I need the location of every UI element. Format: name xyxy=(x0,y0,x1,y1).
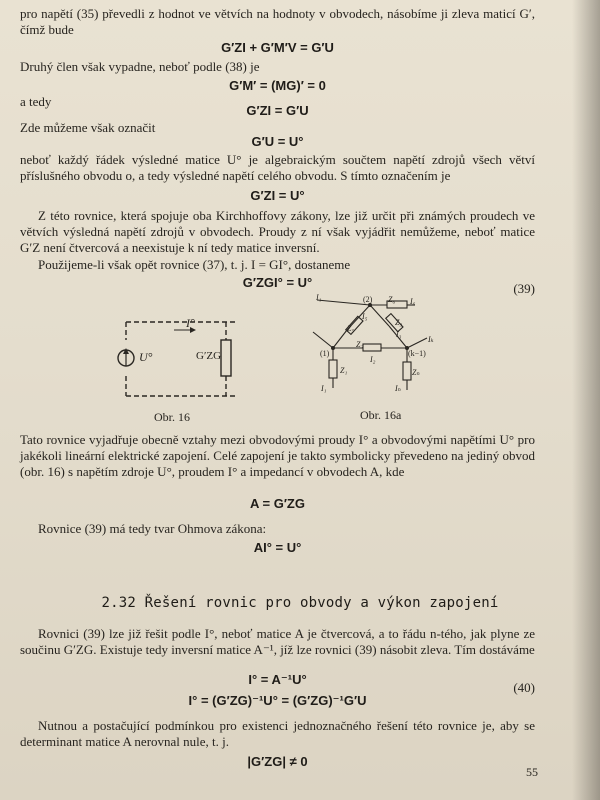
fig16-caption: Obr. 16 xyxy=(154,410,190,424)
fig16a-label-11: (k−1) xyxy=(408,349,426,358)
fig16a-label-5: Z₅ xyxy=(347,324,355,333)
paragraph-6: Z této rovnice, která spojuje oba Kirchhoffovy zákony, lze již určit při známých proudech ve větvích výsledná napětí zdrojů v obvodech. Proudy z ní však vyjádřit nemůžeme, neboť matice G′Z není čtvercová a neexistuje k ní tedy matice inversní. xyxy=(20,208,535,255)
fig16a-caption: Obr. 16a xyxy=(360,408,402,422)
fig16a-label-1: (2) xyxy=(363,295,373,304)
equation-6: G′ZGI° = U° xyxy=(242,275,313,290)
fig16a-label-6: Z₃ xyxy=(395,318,403,327)
equation-3: G′ZI = G′U xyxy=(246,103,309,118)
paragraph-3: a tedy xyxy=(20,94,52,109)
paragraph-10: Rovnici (39) lze již řešit podle I°, neboť matice A je čtvercová, a to řádu n-tého, jak plyne ze součinu G′ZG. Existuje tedy inversní matice A⁻¹, jíž lze rovnici (39) násobit zleva. Tím dostáváme xyxy=(20,626,535,657)
equation-10: I° = (G′ZG)⁻¹U° = (G′ZG)⁻¹G′U xyxy=(188,693,367,708)
page-shadow xyxy=(572,0,600,800)
paragraph-8: Tato rovnice vyjadřuje obecně vztahy mezi obvodovými proudy I° a obvodovými napětími U° pro jakékoli lineární elektrické zapojení. Celé zapojení je takto symbolicky převedeno na jediný obvod (obr. 16) s napětím zdroje U°, proudem I° a impedancí v obvodech A, kde xyxy=(20,432,535,479)
equation-9: I° = A⁻¹U° xyxy=(248,672,307,687)
fig16a-label-14: I₁ xyxy=(321,384,327,393)
fig16a-label-13: Z₁ xyxy=(340,366,348,375)
fig16-voltage-label: U° xyxy=(139,350,153,364)
fig16a-label-10: I₂ xyxy=(370,355,376,364)
equation-5: G′ZI = U° xyxy=(250,188,305,203)
page-number: 55 xyxy=(526,765,538,779)
paragraph-1: pro napětí (35) převedli z hodnot ve větvích na hodnoty v obvodech, násobíme ji zleva maticí G′, čímž bude xyxy=(20,6,535,37)
fig16a-label-7: I₃ xyxy=(396,330,402,339)
equation-2: G′M′ = (MG)′ = 0 xyxy=(229,78,326,93)
fig16a-label-4: I₅ xyxy=(362,312,368,321)
paragraph-5: neboť každý řádek výsledné matice U° je algebraickým součtem napětí zdrojů všech větví příslušného obvodu o, a tedy výsledné napětí celého obvodu. S tímto označením je xyxy=(20,152,535,183)
fig16a-label-0: I₁ xyxy=(316,293,322,302)
section-heading: 2.32 Řešení rovnic pro obvody a výkon zapojení xyxy=(101,595,499,611)
fig16a-label-9: Z₂ xyxy=(356,340,364,349)
equation-1: G′ZI + G′M′V = G′U xyxy=(221,40,334,55)
fig16-impedance-label: G′ZG xyxy=(196,350,222,362)
equation-number-40: (40) xyxy=(513,680,535,695)
equation-8: AI° = U° xyxy=(253,540,302,555)
fig16a-label-15: Zₙ xyxy=(412,368,420,377)
paragraph-4: Zde můžeme však označit xyxy=(20,120,156,135)
equation-4: G′U = U° xyxy=(251,134,304,149)
fig16a-label-8: (1) xyxy=(320,349,330,358)
paragraph-7: Použijeme-li však opět rovnice (37), t. j. I = GI°, dostaneme xyxy=(38,257,351,272)
paragraph-11: Nutnou a postačující podmínkou pro existenci jednoznačného řešení této rovnice je, aby se determinant matice A nerovnal nule, t. j. xyxy=(20,718,535,749)
equation-7: A = G′ZG xyxy=(249,496,305,511)
fig16-current-label: I° xyxy=(186,316,195,330)
fig16a-label-3: I₆ xyxy=(410,297,416,306)
equation-11: |G′ZG| ≠ 0 xyxy=(247,754,308,769)
paragraph-2: Druhý člen však vypadne, neboť podle (38) je xyxy=(20,59,260,74)
figure-16 xyxy=(112,314,252,404)
fig16a-label-12: Iₖ xyxy=(428,335,434,344)
paragraph-9: Rovnice (39) má tedy tvar Ohmova zákona: xyxy=(38,521,267,536)
fig16a-label-16: Iₙ xyxy=(395,384,401,393)
equation-number-39: (39) xyxy=(513,281,535,296)
fig16a-label-2: Z₆ xyxy=(388,295,396,304)
